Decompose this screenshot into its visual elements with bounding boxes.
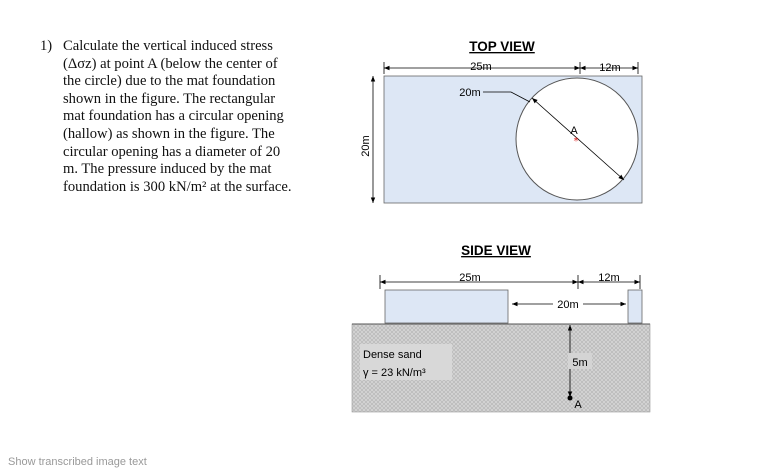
problem-line: m. The pressure induced by the mat [63, 161, 272, 178]
top-view-title: TOP VIEW [469, 39, 535, 54]
top-point-a-label: A [570, 125, 578, 137]
top-view [360, 39, 642, 203]
side-dim-right-label: 12m [598, 272, 620, 284]
problem-line: (hallow) as shown in the figure. The [63, 125, 275, 142]
top-dim-width-label: 20m [360, 135, 372, 157]
problem-line: the circle) due to the mat foundation [63, 73, 276, 90]
side-point-a-label: A [574, 399, 582, 411]
side-dim-depth-label: 5m [572, 357, 588, 369]
top-dim-right-label: 12m [599, 62, 621, 74]
problem-number: 1) [40, 38, 53, 54]
show-transcribed-link[interactable]: Show transcribed image text [8, 456, 147, 468]
top-dim-length-label: 25m [470, 61, 492, 73]
soil-name: Dense sand [363, 349, 422, 361]
side-dim-opening-label: 20m [557, 299, 579, 311]
side-view [352, 243, 650, 412]
problem-line: foundation is 300 kN/m² at the surface. [63, 178, 292, 195]
soil-unit-weight: γ = 23 kN/m³ [363, 367, 426, 379]
side-dim-length-label: 25m [459, 272, 481, 284]
problem-line: (Δσz) at point A (below the center of [63, 55, 278, 72]
problem-line: Calculate the vertical induced stress [63, 38, 273, 54]
point-a-marker: * [573, 136, 579, 147]
mat-block-right [628, 290, 642, 323]
problem-line: circular opening has a diameter of 20 [63, 143, 281, 160]
top-dim-diameter-label: 20m [459, 87, 481, 99]
side-view-title: SIDE VIEW [461, 243, 531, 258]
point-a-dot [568, 396, 573, 401]
problem-line: mat foundation has a circular opening [63, 108, 284, 125]
problem-line: shown in the figure. The rectangular [63, 90, 276, 107]
mat-block-left [385, 290, 508, 323]
